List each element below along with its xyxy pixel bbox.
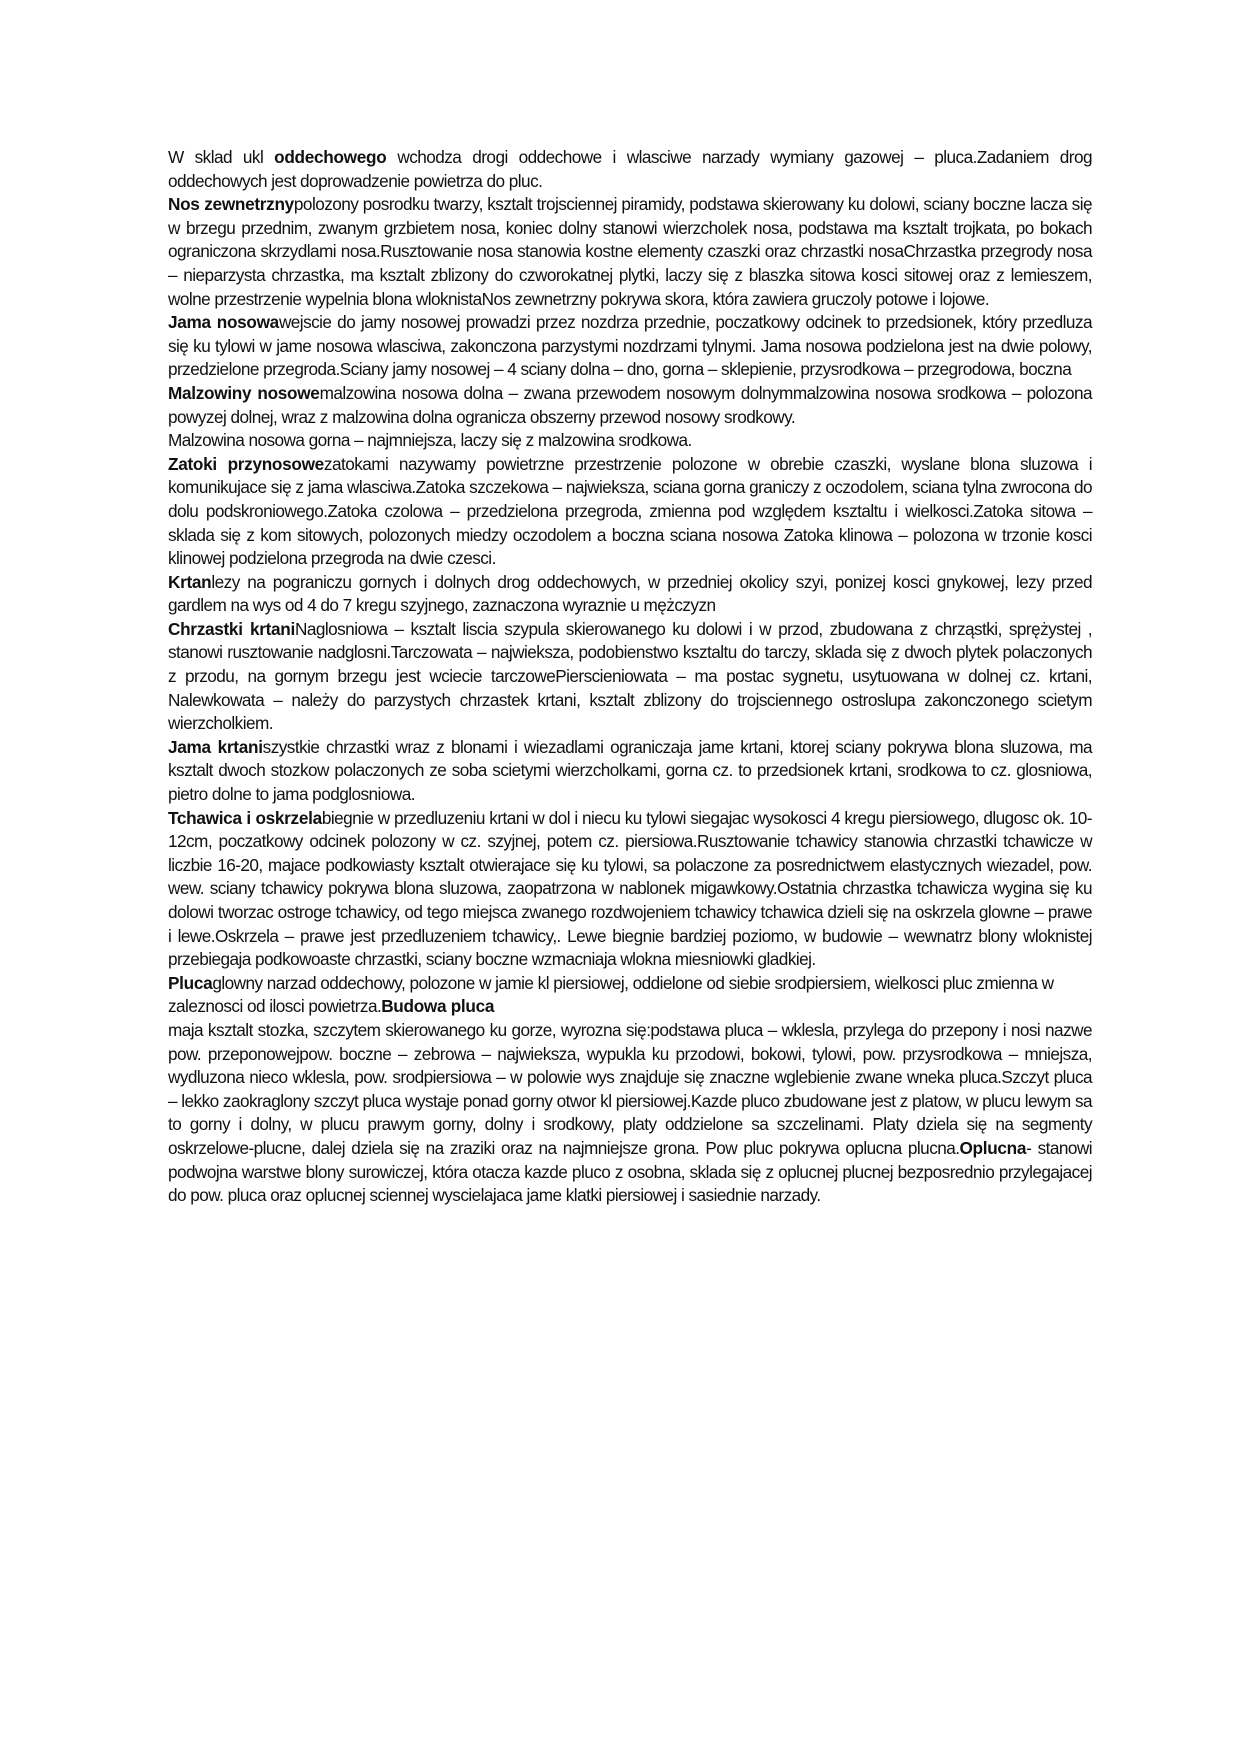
text-nos-zewnetrzny: polozony posrodku twarzy, ksztalt trojsciennej piramidy, podstawa skierowany ku dolowi, sciany boczne lacza się w brzegu przednim, zwanym grzbietem nosa, koniec dolny stanowi wierzcholek nosa, podstawa ma ksztalt trojkata, po bokach ograniczona skrzydlami nosa.Rusztowanie nosa stanowia kostne elementy czaszki oraz chrzastki nosaChrzastka przegrody nosa – nieparzysta chrzastka, ma ksztalt zblizony do czworokatnej plytki, laczy się z blaszka sitowa kosci sitowej oraz z lemieszem, wolne przestrzenie wypelnia blona wloknistaNos zewnetrzny pokrywa skora, która zawiera gruczoly potowe i lojowe.	[168, 194, 1092, 309]
paragraph-malzowiny	[168, 382, 1092, 429]
paragraph-jama-nosowa	[168, 311, 1092, 382]
intro-text: wchodza drogi oddechowe i wlasciwe narzady wymiany gazowej – pluca.Zadaniem drog oddechowych jest doprowadzenie powietrza do pluc.	[168, 147, 1092, 191]
heading-jama-krtani: Jama krtani	[168, 736, 263, 757]
heading-malzowiny: Malzowiny nosowe	[168, 382, 320, 403]
paragraph-zatoki	[168, 453, 1092, 571]
paragraph-chrzastki-krtani	[168, 618, 1092, 736]
text-malzowina-gorna: Malzowina nosowa gorna – najmniejsza, laczy się z malzowina srodkowa.	[168, 430, 692, 451]
paragraph-malzowina-gorna	[168, 429, 1092, 453]
paragraph-intro	[168, 146, 1092, 193]
text-malzowiny: malzowina nosowa dolna – zwana przewodem nosowym dolnymmalzowina nosowa srodkowa – polozona powyzej dolnej, wraz z malzowina dolna ogranicza obszerny przewod nosowy srodkowy.	[168, 382, 1093, 427]
text-krtan: lezy na pograniczu gornych i dolnych drog oddechowych, w przedniej okolicy szyi, ponizej kosci gnykowej, lezy przed gardlem na wys od 4 do 7 kregu szyjnego, zaznaczona wyraznie u mężczyzn	[168, 571, 1092, 616]
intro-text-start: W sklad ukl	[168, 147, 275, 167]
text-chrzastki-krtani: Naglosniowa – ksztalt liscia szypula skierowanego ku dolowi i w przod, zbudowana z chrząstki, sprężystej , stanowi rusztowanie nadglosni.Tarczowata – najwieksza, podobienstwo ksztaltu do tarczy, sklada się z dwoch plytek polaczonych z przodu, na gornym brzegu jest wciecie tarczowePierscieniowata – ma postac sygnetu, usytuowana w dolnej cz. krtani, Nalewkowata – należy do parzystych chrzastek krtani, ksztalt zblizony do trojsciennego ostroslupa zakonczonego scietym wierzcholkiem.	[168, 618, 1092, 734]
text-budowa-pluca: maja ksztalt stozka, szczytem skierowanego ku gorze, wyrozna się:podstawa pluca – wklesla, przylega do przepony i nosi nazwe pow. przeponowejpow. boczne – zebrowa – najwieksza, wypukla ku przodowi, bokowi, tylowi, pow. przysrodkowa – mniejsza, wydluzona nieco wklesla, pow. srodpiersiowa – w polowie wys znajduje się znaczne wglebienie zwane wneka pluca.Szczyt pluca – lekko zaokraglony szczyt pluca wystaje ponad gorny otwor kl piersiowej.Kazde pluco zbudowane jest z platow, w plucu lewym sa to gorny i dolny, w plucu prawym gorny, dolny i srodkowy, platy oddzielone sa szczelinami. Platy dziela się na segmenty oskrzelowe-plucne, dalej dziela się na zraziki oraz na najmniejsze grona. Pow pluc pokrywa oplucna plucna.	[168, 1019, 1092, 1158]
paragraph-tchawica	[168, 807, 1092, 972]
text-tchawica: biegnie w przedluzeniu krtani w dol i niecu ku tylowi siegajac wysokosci 4 kregu piersiowego, dlugosc ok. 10-12cm, poczatkowy odcinek polozony w cz. szyjnej, potem cz. piersiowa.Rusztowanie tchawicy stanowia chrzastki tchawicze w liczbie 16-20, majace podkowiasty ksztalt otwierajace się ku tylowi, sa polaczone za posrednictwem elastycznych wiezadel, pow. wew. sciany tchawicy pokrywa blona sluzowa, zaopatrzona w nablonek migawkowy.Ostatnia chrzastka tchawicza wygina się ku dolowi tworzac ostroge tchawicy, od tego miejsca zwanego rozdwojeniem tchawicy tchawica dzieli się na oskrzela glowne – prawe i lewe.Oskrzela – prawe jest przedluzeniem tchawicy,. Lewe biegnie bardziej poziomo, w budowie – wewnatrz blony wloknistej przebiegaja podkowoaste chrzastki, sciany boczne wzmacniaja wlokna miesniowki gladkiej.	[168, 807, 1092, 970]
heading-budowa-pluca: Budowa pluca	[381, 996, 495, 1017]
heading-tchawica: Tchawica i oskrzela	[168, 807, 322, 828]
heading-jama-nosowa: Jama nosowa	[168, 312, 279, 333]
heading-pluca: Pluca	[168, 972, 213, 993]
paragraph-pluca	[168, 972, 1092, 1019]
heading-chrzastki-krtani: Chrzastki krtani	[168, 618, 295, 639]
document-page	[168, 146, 1092, 1208]
heading-zatoki: Zatoki przynosowe	[168, 453, 324, 474]
paragraph-budowa-pluca	[168, 1019, 1092, 1208]
paragraph-nos-zewnetrzny	[168, 193, 1092, 311]
text-jama-krtani: szystkie chrzastki wraz z blonami i wiezadlami ograniczaja jame krtani, ktorej sciany pokrywa blona sluzowa, ma ksztalt dwoch stozkow polaczonych ze soba scietymi wierzcholkami, gorna cz. to przedsionek krtani, srodkowa to cz. glosniowa, pietro dolne to jama podglosniowa.	[168, 736, 1092, 805]
paragraph-jama-krtani	[168, 736, 1092, 807]
text-pluca: glowny narzad oddechowy, polozone w jamie kl piersiowej, oddielone od siebie srodpiersiem, wielkosci pluc zmienna w zaleznosci od ilosci powietrza.	[168, 972, 1054, 1017]
paragraph-krtan	[168, 571, 1092, 618]
heading-oplucna: Oplucna	[959, 1137, 1027, 1158]
heading-nos-zewnetrzny: Nos zewnetrzny	[168, 194, 294, 215]
heading-krtan: Krtan	[168, 571, 212, 592]
text-jama-nosowa: wejscie do jamy nosowej prowadzi przez nozdrza przednie, poczatkowy odcinek to przedsionek, który przedluza się ku tylowi w jame nosowa wlasciwa, zakonczona parzystymi nozdrzami tylnymi. Jama nosowa podzielona jest na dwie polowy, przedzielone przegroda.Sciany jamy nosowej – 4 sciany dolna – dno, gorna – sklepienie, przysrodkowa – przegrodowa, boczna	[168, 312, 1092, 380]
text-oplucna: - stanowi podwojna warstwe blony surowiczej, która otacza kazde pluco z osobna, sklada się z oplucnej plucnej bezposrednio przylegajacej do pow. pluca oraz oplucnej sciennej wyscielajaca jame klatki piersiowej i sasiednie narzady.	[168, 1137, 1092, 1206]
text-zatoki: zatokami nazywamy powietrzne przestrzenie polozone w obrebie czaszki, wyslane blona sluzowa i komunikujace się z jama wlasciwa.Zatoka szczekowa – najwieksza, sciana gorna graniczy z oczodolem, sciana tylna zwrocona do dolu podskroniowego.Zatoka czolowa – przedzielona przegroda, zmienna pod względem ksztaltu i wielkosci.Zatoka sitowa – sklada się z kom sitowych, polozonych miedzy oczodolem a boczna sciana nosowa Zatoka klinowa – polozona w trzonie kosci klinowej podzielona przegroda na dwie czesci.	[168, 453, 1092, 569]
intro-bold-term: oddechowego	[274, 147, 387, 167]
